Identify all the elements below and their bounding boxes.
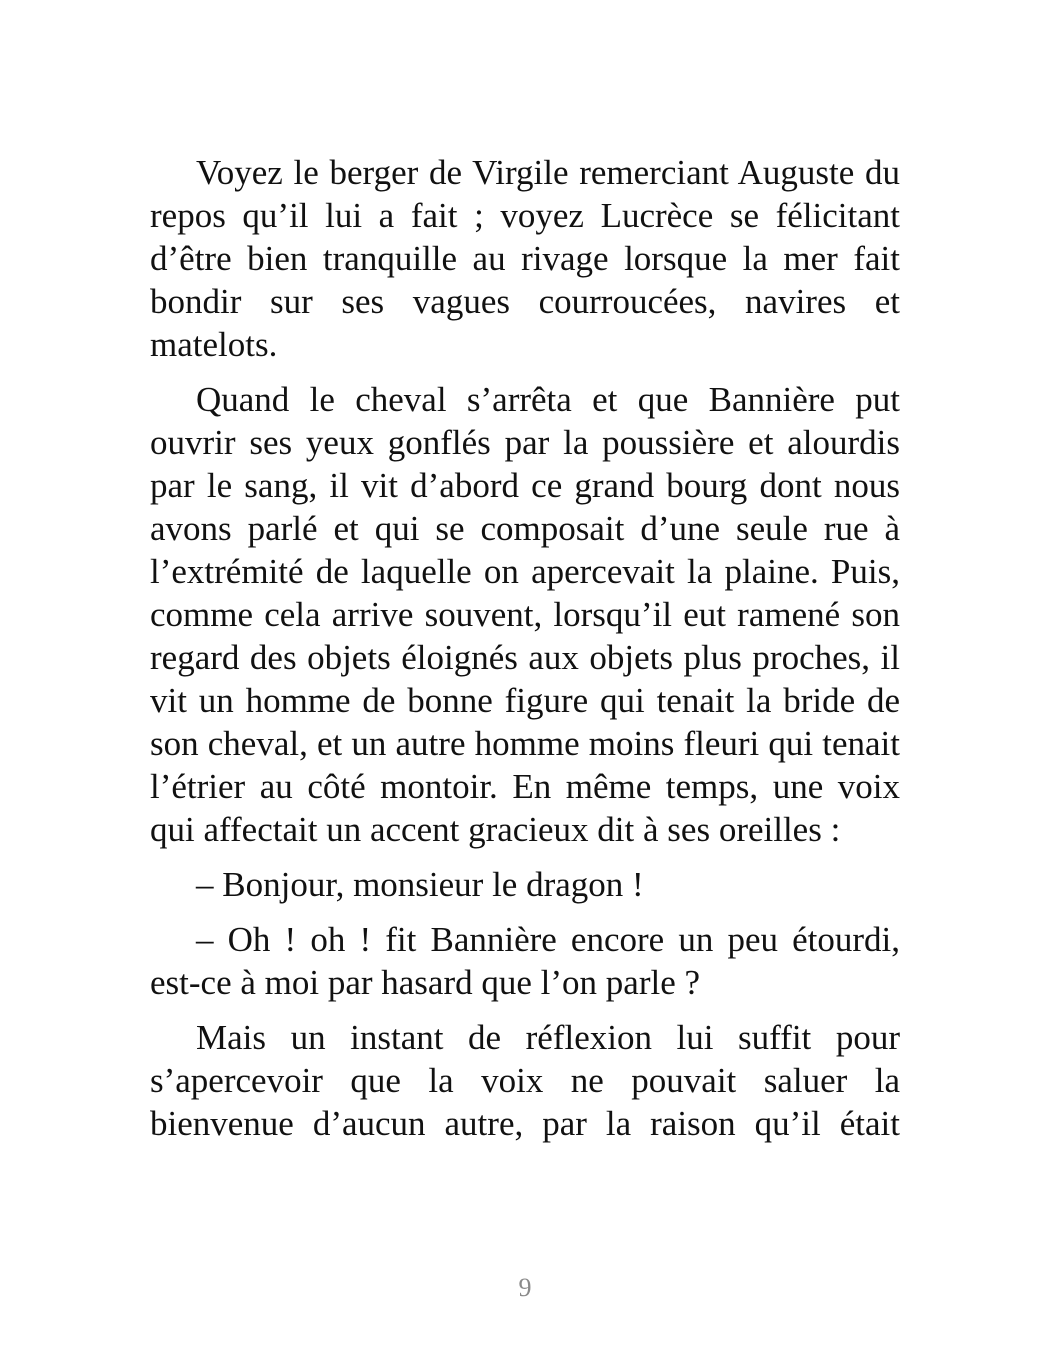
body-text bbox=[150, 151, 900, 1157]
paragraph-5: Mais un instant de réflexion lui suffit pour s’apercevoir que la voix ne pouvait saluer la bienvenue d’aucun autre, par la raison qu’il était bbox=[150, 1018, 900, 1143]
page-number: 9 bbox=[518, 1273, 532, 1302]
paragraph-4: – Oh ! oh ! fit Bannière encore un peu étourdi, est-ce à moi par hasard que l’on parle ? bbox=[150, 920, 900, 1002]
paragraph-3: – Bonjour, monsieur le dragon ! bbox=[196, 865, 644, 904]
paragraph-2: Quand le cheval s’arrêta et que Bannière put ouvrir ses yeux gonflés par la poussière et alourdis par le sang, il vit d’abord ce grand bourg dont nous avons parlé et qui se composait d’une seule rue à l’extrémité de laquelle on apercevait la plaine. Puis, comme cela arrive souvent, lorsqu’il eut ramené son regard des objets éloignés aux objets plus proches, il vit un homme de bonne figure qui tenait la bride de son cheval, et un autre homme moins fleuri qui tenait l’étrier au côté montoir. En même temps, une voix qui affectait un accent gracieux dit à ses oreilles : bbox=[150, 380, 900, 849]
paragraph-1: Voyez le berger de Virgile remerciant Auguste du repos qu’il lui a fait ; voyez Lucrèce se félicitant d’être bien tranquille au rivage lorsque la mer fait bondir sur ses vagues courroucées, navires et matelots. bbox=[150, 153, 900, 364]
